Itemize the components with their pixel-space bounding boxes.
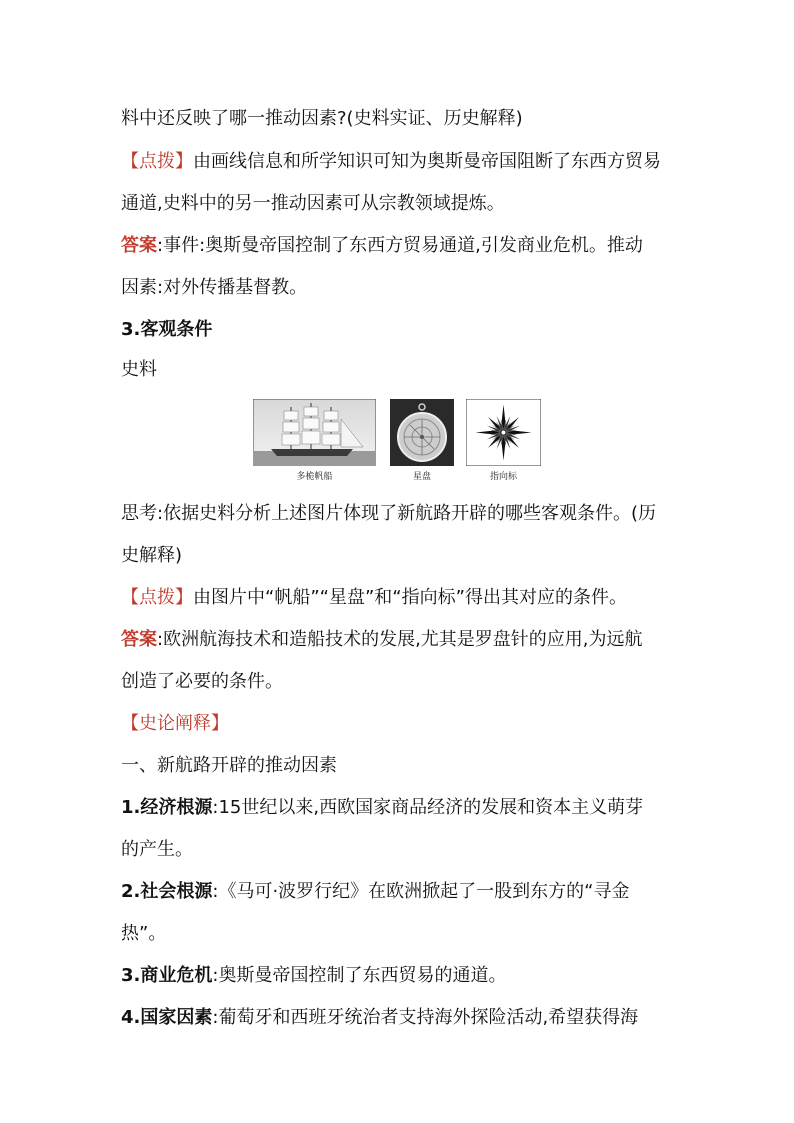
text-line-12: 创造了必要的条件。 bbox=[121, 671, 283, 692]
text-line-5: 因素:对外传播基督教。 bbox=[121, 277, 308, 298]
text-line-1: 料中还反映了哪一推动因素?(史料实证、历史解释) bbox=[121, 108, 523, 129]
hint-line-2 bbox=[121, 587, 627, 609]
factor-line-2 bbox=[121, 881, 629, 903]
hint-tag: 【点拨】 bbox=[121, 151, 193, 172]
hint-line-1 bbox=[121, 151, 661, 173]
astrolabe-image bbox=[390, 399, 454, 466]
astrolabe-caption: 星盘 bbox=[412, 472, 431, 482]
hint-text: 由画线信息和所学知识可知为奥斯曼帝国阻断了东西方贸易 bbox=[193, 151, 661, 172]
factor-label: 1.经济根源 bbox=[121, 797, 213, 818]
section-title-shilun: 【史论阐释】 bbox=[121, 713, 229, 734]
factor-text: :15世纪以来,西欧国家商品经济的发展和资本主义萌芽 bbox=[212, 797, 644, 818]
factor-text: :《马可·波罗行纪》在欧洲掀起了一股到东方的“寻金 bbox=[212, 881, 630, 902]
section-heading-3: 3.客观条件 bbox=[121, 319, 213, 340]
factor-line-4 bbox=[121, 1007, 638, 1029]
text-line-18: 热”。 bbox=[121, 923, 167, 944]
text-line-9: 史解释) bbox=[121, 545, 183, 566]
answer-tag: 答案 bbox=[121, 629, 157, 650]
text-line-16: 的产生。 bbox=[121, 839, 193, 860]
text-line-7: 史料 bbox=[121, 359, 157, 380]
hint-text: 由图片中“帆船”“星盘”和“指向标”得出其对应的条件。 bbox=[193, 587, 627, 608]
hint-tag: 【点拨】 bbox=[121, 587, 193, 608]
factor-text: :葡萄牙和西班牙统治者支持海外探险活动,希望获得海 bbox=[212, 1007, 639, 1028]
factor-label: 3.商业危机 bbox=[121, 965, 213, 986]
factor-line-1 bbox=[121, 797, 643, 819]
answer-tag: 答案 bbox=[121, 235, 157, 256]
answer-line-2 bbox=[121, 629, 643, 651]
answer-line-1 bbox=[121, 235, 643, 257]
text-line-3: 通道,史料中的另一推动因素可从宗教领域提炼。 bbox=[121, 193, 505, 214]
text-line-8: 思考:依据史料分析上述图片体现了新航路开辟的哪些客观条件。(历 bbox=[121, 503, 657, 524]
factor-label: 2.社会根源 bbox=[121, 881, 213, 902]
factor-text: :奥斯曼帝国控制了东西贸易的通道。 bbox=[212, 965, 507, 986]
compass-rose-image bbox=[466, 399, 541, 466]
answer-text: :欧洲航海技术和造船技术的发展,尤其是罗盘针的应用,为远航 bbox=[157, 629, 643, 650]
ship-image bbox=[253, 399, 376, 466]
ship-caption: 多桅帆船 bbox=[296, 472, 333, 482]
factor-label: 4.国家因素 bbox=[121, 1007, 213, 1028]
answer-text: :事件:奥斯曼帝国控制了东西方贸易通道,引发商业危机。推动 bbox=[157, 235, 643, 256]
factor-line-3 bbox=[121, 965, 506, 987]
compass-caption: 指向标 bbox=[489, 472, 517, 482]
subsection-title: 一、新航路开辟的推动因素 bbox=[121, 755, 337, 776]
